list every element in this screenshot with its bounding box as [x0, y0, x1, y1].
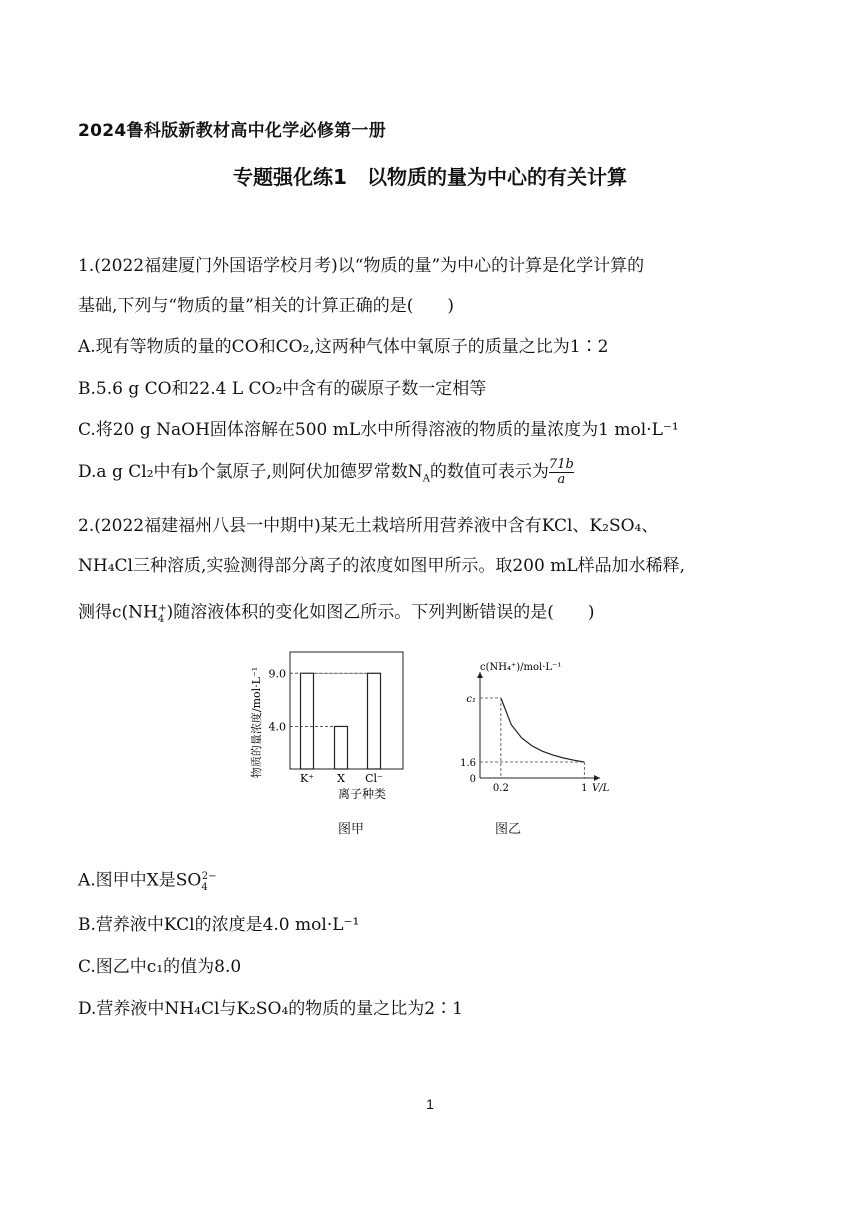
x-tick-label: K⁺: [299, 772, 315, 785]
q1-option-c: C.将20 g NaOH固体溶解在500 mL水中所得溶液的物质的量浓度为1 mol·L⁻¹: [78, 420, 679, 440]
q1-option-a: A.现有等物质的量的CO和CO₂,这两种气体中氧原子的质量之比为1∶2: [78, 337, 609, 357]
fraction-numerator: 71b: [548, 457, 574, 472]
q2-stem-line1: 2.(2022福建福州八县一中期中)某无土栽培所用营养液中含有KCl、K₂SO₄、: [78, 516, 659, 536]
q1-stem-line2: 基础,下列与“物质的量”相关的计算正确的是( ): [78, 296, 455, 316]
x-axis-label: 离子种类: [337, 787, 387, 801]
fraction-denominator: a: [557, 472, 566, 487]
q1-option-b: B.5.6 g CO和22.4 L CO₂中含有的碳原子数一定相等: [78, 379, 487, 399]
q2-option-c: C.图乙中c₁的值为8.0: [78, 957, 242, 977]
q1-stem-line1: 1.(2022福建厦门外国语学校月考)以“物质的量”为中心的计算是化学计算的: [78, 256, 645, 276]
page-title: 专题强化练1 以物质的量为中心的有关计算: [233, 165, 627, 189]
q1-option-d: [78, 458, 574, 491]
q2-stem-line2: NH₄Cl三种溶质,实验测得部分离子的浓度如图甲所示。取200 mL样品加水稀释,: [78, 556, 686, 576]
x-axis-label: V/L: [592, 783, 610, 794]
bar-1: [335, 726, 348, 769]
series-line: [501, 698, 584, 762]
figure-yi-caption: 图乙: [495, 822, 522, 837]
q2-option-d: D.营养液中NH₄Cl与K₂SO₄的物质的量之比为2∶1: [78, 999, 463, 1019]
x-tick-label: 1: [581, 783, 588, 794]
q2-stem-line3: 测得$c(NH_4^+)$随溶液体积的变化如图乙所示。下列判断错误的是( ): [78, 602, 595, 626]
q2-stem-line3-text2: )随溶液体积的变化如图乙所示。下列判断错误的是( ): [166, 602, 595, 623]
x-tick-label: 0.2: [492, 783, 509, 794]
y-axis-label: 物质的量浓度/mol·L⁻¹: [250, 666, 263, 779]
bar-0: [301, 673, 314, 769]
document-series-header: 2024鲁科版新教材高中化学必修第一册: [78, 121, 387, 141]
y-tick-label: c₁: [466, 694, 476, 705]
q2-stem-line3-text: 测得c(NH: [78, 602, 158, 623]
bar-2: [368, 673, 381, 769]
y-tick-label: 1.6: [460, 758, 476, 769]
figure-yi-line-chart: [450, 660, 620, 808]
x-tick-label: X: [337, 772, 345, 785]
figure-jia-caption: 图甲: [338, 822, 365, 837]
q2-option-a-text: A.图甲中X是SO: [78, 870, 202, 891]
q1-option-d-text2: 的数值可表示为: [429, 462, 549, 482]
fraction: [549, 458, 574, 487]
y-tick-label: 9.0: [268, 667, 286, 681]
x-tick-label: Cl⁻: [365, 772, 383, 785]
q1-option-d-subscript: A: [422, 473, 430, 485]
q1-option-d-text: D.a g Cl₂中有b个氯原子,则阿伏加德罗常数N: [78, 462, 423, 482]
y-axis-label: c(NH₄⁺)/mol·L⁻¹: [480, 662, 562, 673]
x-axis-arrow: [594, 775, 600, 781]
y-tick-label: 4.0: [268, 720, 286, 734]
q2-option-b: B.营养液中KCl的浓度是4.0 mol·L⁻¹: [78, 915, 360, 935]
q2-option-a: A.图甲中X是$SO_4^{2-}$: [78, 870, 217, 894]
page-number: 1: [426, 1096, 434, 1112]
figure-jia-bar-chart: [240, 644, 420, 804]
origin-label: 0: [469, 774, 476, 785]
